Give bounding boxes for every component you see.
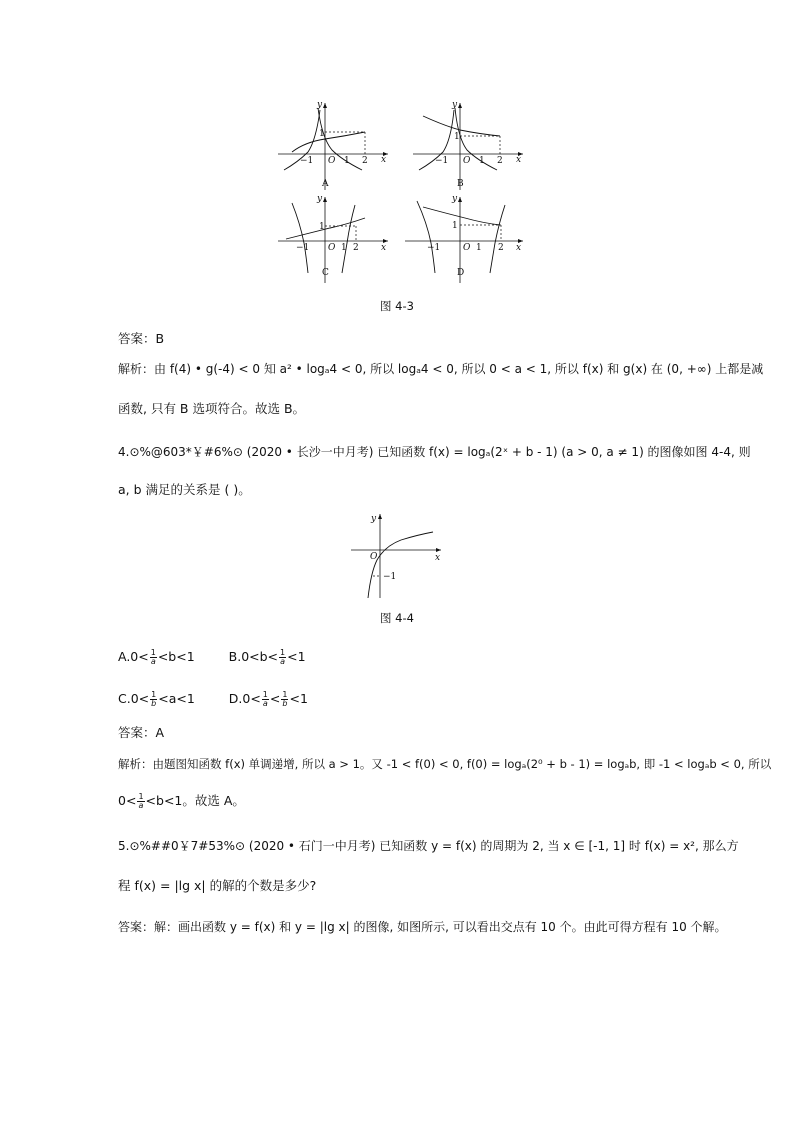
q4-stem-line2: a, b 满足的关系是 ( )。 (118, 482, 251, 497)
fig44-origin-label: O (370, 552, 378, 562)
fig44-y-label: y (371, 514, 377, 524)
svg-text:1: 1 (454, 132, 460, 142)
origin-label: O (328, 156, 336, 166)
graph-panel-b (405, 98, 530, 193)
svg-text:1: 1 (479, 156, 485, 166)
q4-options-row1 (118, 648, 306, 666)
svg-text:x: x (381, 243, 387, 253)
fig44-x-label: x (435, 553, 441, 563)
svg-text:−1: −1 (435, 156, 449, 166)
svg-text:2: 2 (498, 243, 504, 253)
figure-4-4-caption: 图 4-4 (380, 611, 414, 625)
svg-text:1: 1 (452, 221, 458, 231)
figure-4-4 (345, 510, 445, 600)
option-b: B.0<b< $\frac{1}{a}$ <1 (228, 648, 306, 666)
svg-text:1: 1 (319, 222, 325, 232)
panel-label-c: C (322, 268, 329, 278)
tick-one-x: 1 (344, 156, 350, 166)
q4-answer: 答案：A (118, 725, 165, 740)
option-a: A.0< $\frac{1}{a}$ <b<1 (118, 648, 195, 666)
svg-text:1: 1 (341, 243, 347, 253)
panel-label-b: B (457, 179, 464, 189)
q4-options-row2 (118, 690, 308, 708)
svg-text:O: O (463, 243, 471, 253)
svg-text:−1: −1 (296, 243, 310, 253)
graph-panel-c (270, 193, 395, 288)
q4-analysis-line1: 解析：由题图知函数 f(x) 单调递增, 所以 a > 1。又 -1 < f(0) < 0, f(0) = logₐ(2⁰ + b - 1) = logₐb, 即 -1 < logₐb < 0, 所以 (118, 757, 772, 771)
y-axis-label: y (317, 100, 323, 110)
q3-analysis-line1: 解析：由 f(4) • g(-4) < 0 知 a² • logₐ4 < 0, 所以 logₐ4 < 0, 所以 0 < a < 1, 所以 f(x) 和 g(x) 在 (0, +∞) 上都是减 (118, 362, 764, 376)
q4-stem-line1: 4.⊙%@603*￥#6%⊙ (2020 • 长沙一中月考) 已知函数 f(x) = logₐ(2ˣ + b - 1) (a > 0, a ≠ 1) 的图像如图 4-4, 则 (118, 445, 751, 459)
tick-two: 2 (362, 156, 368, 166)
q5-answer-line: 答案：解：画出函数 y = f(x) 和 y = |lg x| 的图像, 如图所示, 可以看出交点有 10 个。由此可得方程有 10 个解。 (118, 920, 727, 934)
svg-text:y: y (452, 100, 458, 110)
svg-text:x: x (516, 243, 522, 253)
svg-text:O: O (463, 156, 471, 166)
svg-text:−1: −1 (427, 243, 441, 253)
q3-answer: 答案：B (118, 331, 165, 346)
svg-text:2: 2 (353, 243, 359, 253)
tick-neg1: −1 (300, 156, 314, 166)
q3-analysis-line2: 函数, 只有 B 选项符合。故选 B。 (118, 401, 306, 416)
option-d: D.0< $\frac{1}{a}$ < $\frac{1}{b}$ <1 (228, 690, 308, 708)
svg-text:x: x (516, 155, 522, 165)
figure-4-3 (270, 98, 530, 288)
svg-text:1: 1 (476, 243, 482, 253)
q5-stem-line2: 程 f(x) = |lg x| 的解的个数是多少? (118, 878, 317, 893)
svg-text:y: y (317, 194, 323, 204)
x-axis-label: x (381, 155, 387, 165)
fig44-neg1-label: −1 (383, 572, 397, 582)
svg-text:y: y (452, 194, 458, 204)
tick-one-y: 1 (319, 129, 325, 139)
svg-text:2: 2 (497, 156, 503, 166)
q4-analysis-line2: 0< $\frac{1}{a}$ <b<1。故选 A。 (118, 792, 245, 810)
figure-4-3-caption: 图 4-3 (380, 299, 414, 313)
graph-panel-d (405, 193, 530, 288)
q5-stem-line1: 5.⊙%##0￥7#53%⊙ (2020 • 石门一中月考) 已知函数 y = f(x) 的周期为 2, 当 x ∈ [-1, 1] 时 f(x) = x², 那么方 (118, 839, 739, 853)
graph-panel-a (270, 98, 395, 193)
option-c: C.0< $\frac{1}{b}$ <a<1 (118, 690, 195, 708)
panel-label-a: A (322, 179, 329, 189)
panel-label-d: D (457, 268, 465, 278)
svg-text:O: O (328, 243, 336, 253)
